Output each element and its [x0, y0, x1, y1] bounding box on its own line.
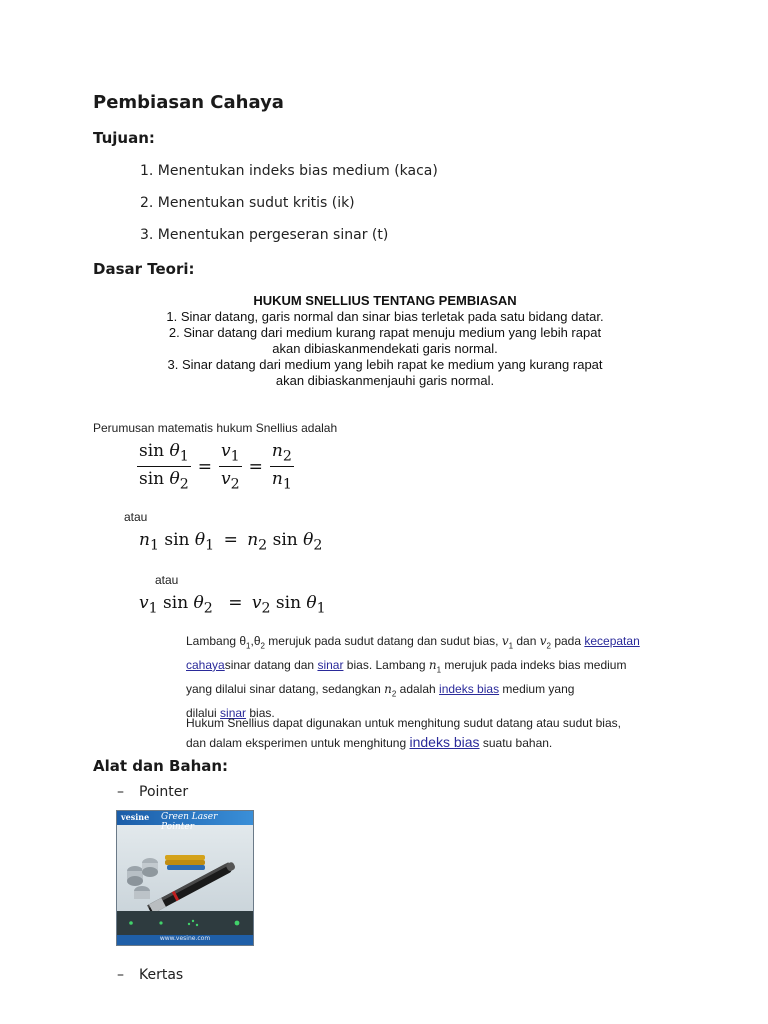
snellius-theorem [110, 293, 660, 389]
bullet-dash: – [117, 784, 124, 800]
formula-intro: Perumusan matematis hukum Snellius adalah [93, 421, 338, 435]
theorem-line: 3. Sinar datang dari medium yang lebih rapat ke medium yang kurang rapat [167, 357, 603, 372]
tujuan-item: 1. Menentukan indeks bias medium (kaca) [140, 163, 438, 179]
image-brand: vesine [121, 812, 150, 822]
laser-pointer-image [116, 810, 254, 946]
theorem-title: HUKUM SNELLIUS TENTANG PEMBIASAN [253, 293, 517, 308]
atau-label: atau [124, 510, 148, 524]
snell-formula-index: $n_1$ $\sin \theta_1 = n_2$ $\sin \theta_2$ [139, 530, 323, 554]
explanation-paragraph: Hukum Snellius dapat digunakan untuk menghitung sudut datang atau sudut bias, dan dalam eksperimen untuk menghitung indeks bias suatu bahan. [186, 716, 621, 750]
link-sinar[interactable]: sinar [317, 657, 344, 672]
theorem-line: akan dibiaskanmenjauhi garis normal. [275, 373, 495, 388]
theorem-line: akan dibiaskanmendekati garis normal. [272, 341, 498, 356]
page-title: Pembiasan Cahaya [93, 92, 284, 113]
tujuan-item: 3. Menentukan pergeseran sinar (t) [140, 227, 389, 243]
tujuan-item: 2. Menentukan sudut kritis (ik) [140, 195, 355, 211]
link-sinar[interactable]: sinar [220, 705, 247, 720]
alat-item: Pointer [139, 784, 189, 800]
snell-formula-velocity: $v_1$ $\sin \theta_2 = v_2$ $\sin \theta_1$ [139, 593, 326, 617]
tujuan-heading: Tujuan: [93, 129, 155, 147]
atau-label: atau [155, 573, 179, 587]
theorem-line: 1. Sinar datang, garis normal dan sinar bias terletak pada satu bidang datar. [166, 309, 604, 324]
link-indeks-bias[interactable]: indeks bias [439, 681, 500, 696]
explanation-paragraph: Lambang $\theta_1,\theta_2$ merujuk pada sudut datang dan sudut bias, $v_1$ dan $v_2$ pada kecepatan cahayasinar datang dan sinar bias. Lambang $n_1$ merujuk pada indeks bias medium yang dilalui sinar datang, sedangkan $n_2$ adalah indeks bias medium yang dilalui sinar bias. [186, 634, 640, 720]
alat-bahan-heading: Alat dan Bahan: [93, 757, 229, 775]
image-url: www.vesine.com [159, 935, 211, 942]
link-indeks-bias[interactable]: indeks bias [409, 733, 480, 750]
bullet-dash: – [117, 967, 124, 983]
dasar-teori-heading: Dasar Teori: [93, 260, 195, 278]
theorem-line: 2. Sinar datang dari medium kurang rapat menuju medium yang lebih rapat [168, 325, 602, 340]
alat-item: Kertas [139, 967, 184, 983]
link-cahaya[interactable]: cahaya [186, 657, 225, 672]
image-caption: Green Laser Pointer [161, 812, 218, 832]
snell-formula-ratio: $\frac{\sin \theta_1}{\sin \theta_2}$ = $\frac{v_1}{v_2}$ = $\frac{n_2}{n_1}$ [139, 441, 292, 493]
link-kecepatan[interactable]: kecepatan [584, 634, 640, 648]
